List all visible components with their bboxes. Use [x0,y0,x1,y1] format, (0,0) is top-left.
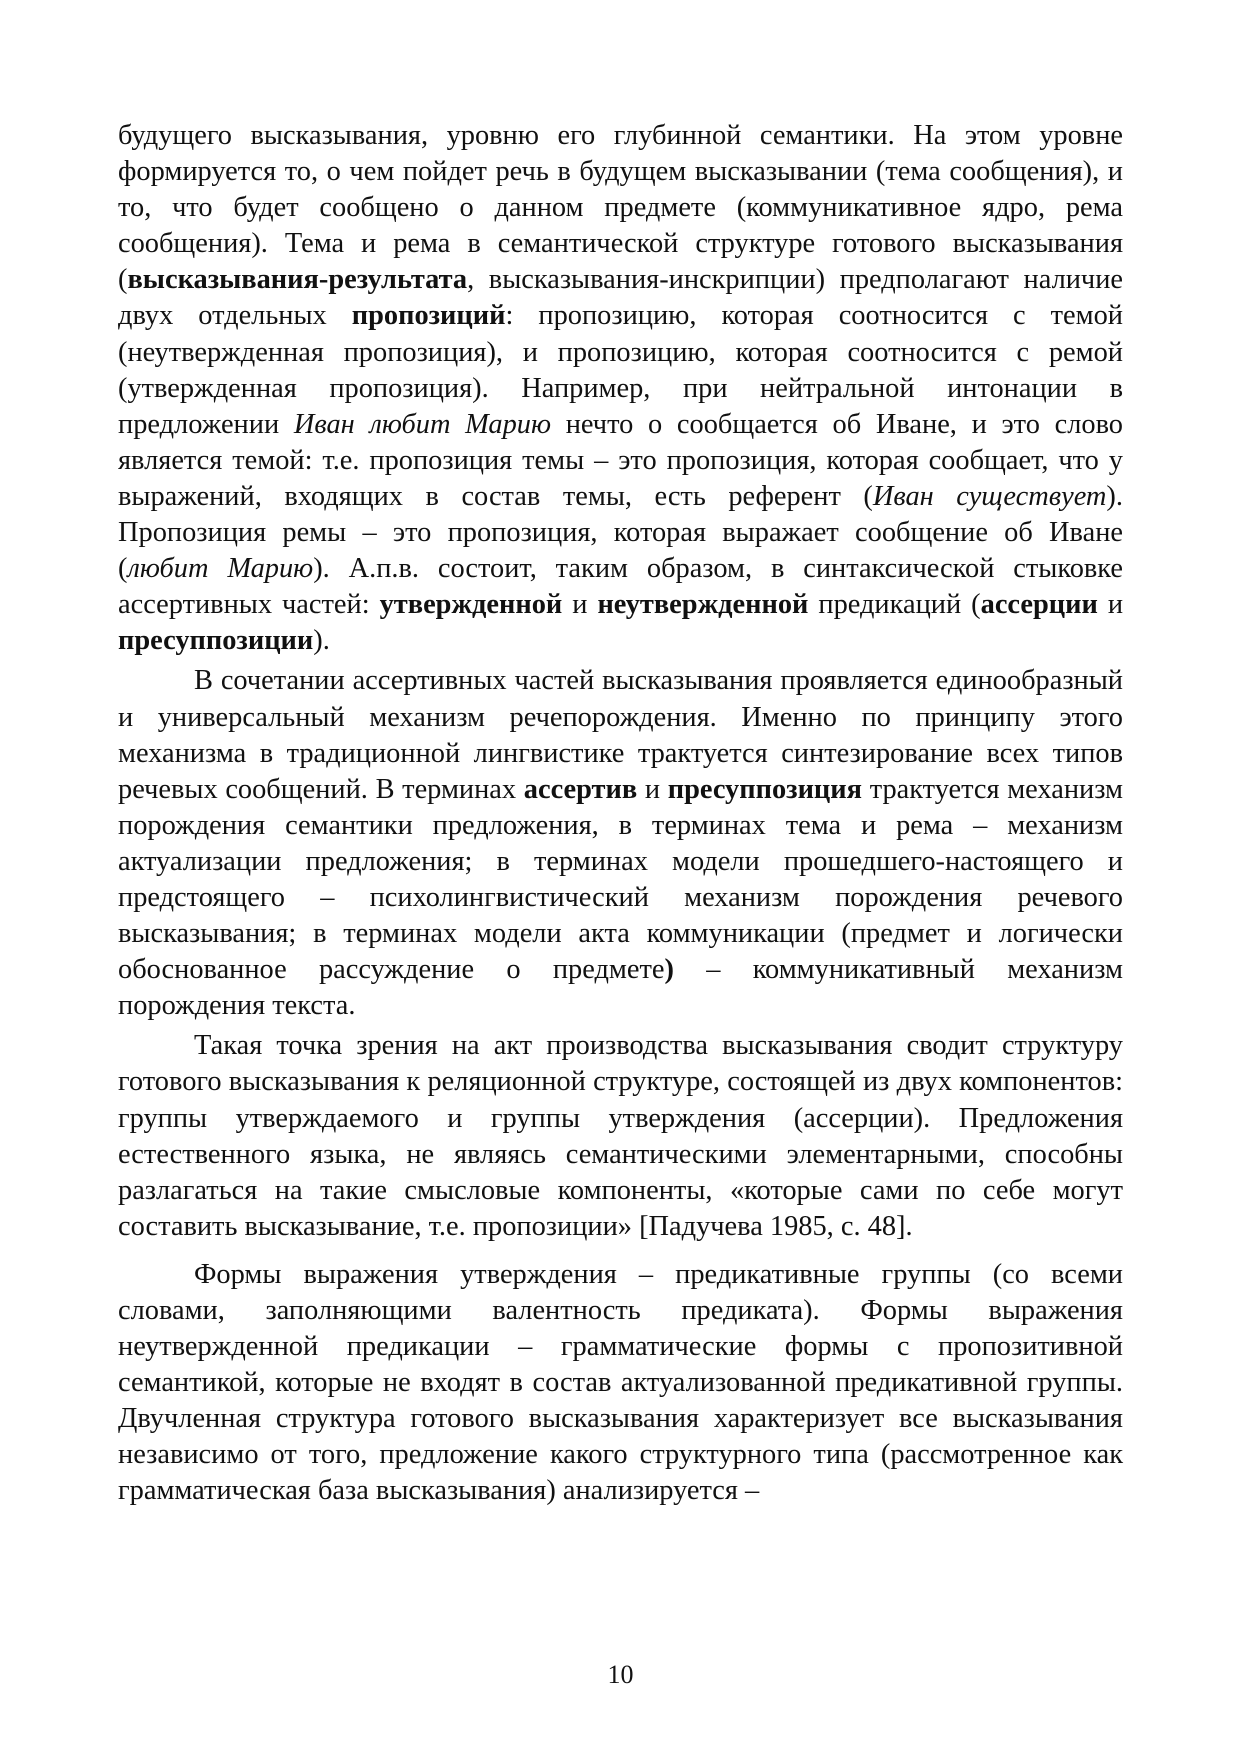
paragraph-3: Такая точка зрения на акт производства высказывания сводит структуру готового высказывания к реляционной структуре, состоящей из двух компонентов: группы утверждаемого и группы утверждения (ассерции). Предложения естественного языка, не являясь семантическими элементарными, способны разлагаться на такие смысловые компоненты, «которые сами по себе могут составить высказывание, т.е. пропозиции» [Падучева 1985, с. 48]. [118,1030,1123,1242]
text-run: и [562,589,598,621]
bold-term: утвержденной [379,589,563,621]
bold-term: неутвержденной [597,589,809,621]
italic-example: любит Марию [127,553,314,585]
paragraph-1 [118,118,1123,659]
italic-example: Иван любит Марию [293,408,552,440]
text-run: В сочетании ассертивных частей высказывания проявляется единообразный и универсальный механизм речепорождения. Именно по принципу этого механизма в традиционной лингвистике трактуется синтезирование всех типов речевых сообщений. В терминах [118,665,1123,805]
text-run: – коммуникативный механизм порождения текста. [118,954,1123,1022]
text-run: : пропозицию, которая соотносится с темой (неутвержденная пропозиция), и пропозицию, которая соотносится с ремой (утвержденная пропозиция). Например, при нейтральной интонации в предложении [118,300,1123,440]
text-run: и [1097,589,1124,621]
text-run: предикаций ( [808,589,981,621]
italic-example: Иван существует [872,480,1107,512]
text-run: ). Пропозиция ремы – это пропозиция, которая выражает сообщение об Иване ( [118,480,1123,585]
text-run: будущего высказывания, уровню его глубинной семантики. На этом уровне формируется то, о чем пойдет речь в будущем высказывании (тема сообщения), и то, что будет сообщено о данном предмете (коммуникативное ядро, рема сообщения). Тема и рема в семантической структуре готового высказывания ( [118,120,1123,296]
bold-term: пропозиций [351,300,506,332]
paragraph-2 [118,663,1123,1024]
bold-term: ассерции [980,589,1098,621]
text-run: трактуется механизм порождения семантики предложения, в терминах тема и рема – механизм актуализации предложения; в терминах модели прошедшего-настоящего и предстоящего – психолингвистический механизм порождения речевого высказывания; в терминах модели акта коммуникации (предмет и логически обоснованное рассуждение о предмете [118,773,1123,986]
text-run: ). [313,625,330,657]
bold-term: ассертив [523,773,638,805]
bold-term: пресуппозиции [118,625,314,657]
text-run: ). А.п.в. состоит, таким образом, в синтаксической стыковке ассертивных частей: [118,553,1123,621]
text-run: и [637,773,668,805]
body-text [118,118,1123,1510]
bold-term: высказывания-результата [127,264,468,296]
paragraph-4: Формы выражения утверждения – предикативные группы (со всеми словами, заполняющими валентность предиката). Формы выражения неутвержденной предикации – грамматические формы с пропозитивной семантикой, которые не входят в состав актуализованной предикативной группы. Двучленная структура готового высказывания характеризует все высказывания независимо от того, предложение какого структурного типа (рассмотренное как грамматическая база высказывания) анализируется – [118,1258,1123,1507]
text-run: нечто о сообщается об Иване, и это слово является темой: т.е. пропозиция темы – это пропозиция, которая сообщает, что у выражений, входящих в состав темы, есть референт ( [118,408,1123,512]
text-run: , высказывания-инскрипции) предполагают наличие двух отдельных [118,264,1123,332]
bold-term: пресуппозиция [667,773,863,805]
bold-term: ) [664,954,674,986]
page-number: 10 [607,1660,634,1689]
